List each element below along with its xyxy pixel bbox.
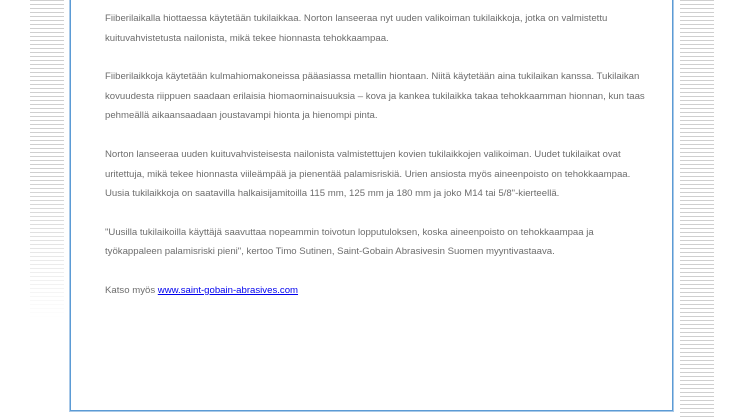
see-also-line: [105, 281, 645, 301]
see-also-prefix: Katso myös: [105, 284, 158, 296]
paragraph-new-range: Norton lanseeraa uuden kuituvahvisteisesta nailonista valmistettujen kovien tukilaikkojen valikoiman. Uudet tukilaikat ovat uritettuja, mikä tekee hionnasta viileämpää ja pienentää palamisriskiä. Urien ansiosta myös aineenpoisto on tehokkaampaa. Uusia tukilaikkoja on saatavilla halkaisijamitoilla 115 mm, 125 mm ja 180 mm ja joko M14 tai 5/8"-kierteellä.: [105, 148, 631, 200]
article-body: [105, 9, 645, 320]
website-link[interactable]: www.saint-gobain-abrasives.com: [157, 284, 299, 296]
paragraph-quote: "Uusilla tukilaikoilla käyttäjä saavuttaa nopeammin toivotun lopputuloksen, koska aineenpoisto on tehokkaampaa ja työkappaleen palamisriski pieni", kertoo Timo Sutinen, Saint-Gobain Abrasivesin Suomen myyntivastaava.: [105, 226, 594, 258]
left-decorative-stripes: [30, 0, 64, 320]
article-box: [70, 0, 673, 411]
right-decorative-stripes: [680, 0, 714, 419]
paragraph-fiber-discs: Fiiberilaikkoja käytetään kulmahiomakoneissa pääasiassa metallin hiontaan. Niitä käytetään aina tukilaikan kanssa. Tukilaikan kovuudesta riippuen saadaan erilaisia hiomaominaisuuksia – kova ja kankea tukilaikka takaa tehokkaamman hionnan, kun taas pehmeällä aikaansaadaan joustavampi hionta ja hienompi pinta.: [105, 71, 645, 122]
paragraph-intro: Fiiberilaikalla hiottaessa käytetään tukilaikkaa. Norton lanseeraa nyt uuden valikoiman tukilaikkoja, jotka on valmistettu kuituvahvistetusta nailonista, mikä tekee hionnasta tehokkaampaa.: [105, 13, 608, 44]
